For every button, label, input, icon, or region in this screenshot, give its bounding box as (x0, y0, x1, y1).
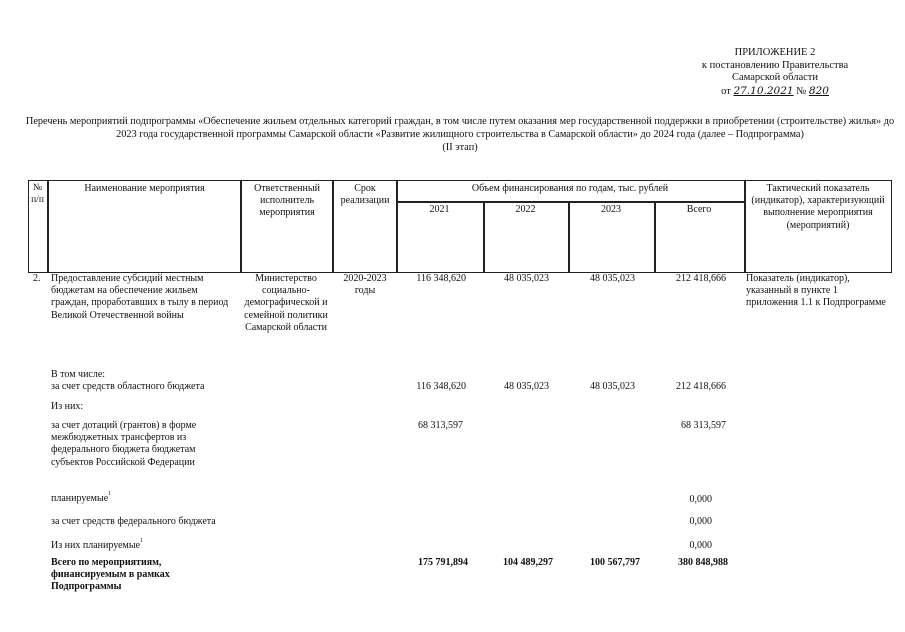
header-funding: Объем финансирования по годам, тыс. рублей (471, 183, 669, 194)
header-executor: Ответственный исполнитель мероприятия (254, 183, 320, 219)
header-year-2023: 2023 (601, 204, 621, 215)
planned2-label: Из них планируемые (51, 540, 141, 551)
regional-2022: 48 035,023 (504, 381, 549, 392)
including-label: В том числе: (51, 369, 106, 380)
date-prefix: от (721, 85, 731, 97)
regional-2023: 48 035,023 (590, 381, 635, 392)
row-name: Предоставление субсидий местным бюджетам на обеспечение жильем граждан, проработавших в тылу в период Великой Отечественной войны (51, 273, 229, 321)
grand-total-label: Всего по мероприятиям, финансируемым в рамках Подпрограммы (51, 557, 170, 593)
header-num: № п/п (31, 183, 44, 205)
header-indicator: Тактический показатель (индикатор), характеризующий выполнение мероприятия (мероприятий) (751, 183, 885, 231)
federal-total: 0,000 (689, 516, 712, 527)
planned2-total: 0,000 (689, 540, 712, 551)
row-value-total: 212 418,666 (676, 273, 726, 284)
approval-date-line (640, 85, 905, 99)
regional-total: 212 418,666 (676, 381, 726, 392)
planned2-footnote: 1 (140, 538, 144, 544)
row-num: 2. (33, 273, 41, 284)
heading-stage: (II этап) (442, 141, 478, 153)
grand-total-sum: 380 848,988 (678, 557, 728, 568)
number-value: 820 (808, 84, 829, 97)
row-indicator: Показатель (индикатор), указанный в пункте 1 приложения 1.1 к Подпрограмме (746, 273, 886, 309)
regional-2021: 116 348,620 (416, 381, 466, 392)
row-executor: Министерство социально-демографической и семейной политики Самарской области (244, 273, 328, 333)
planned-label: планируемые (51, 493, 109, 504)
planned2-row (51, 540, 237, 552)
row-term: 2020-2023 годы (343, 273, 387, 297)
date-value: 27.10.2021 (733, 84, 794, 97)
approval-line-2: к постановлению Правительства (701, 59, 849, 71)
row-value-2022: 48 035,023 (504, 273, 549, 284)
of-them-label: Из них: (51, 401, 84, 412)
planned-total: 0,000 (689, 494, 712, 505)
approval-line-3: Самарской области (732, 72, 818, 84)
number-prefix: № (796, 85, 807, 97)
grand-total-2021: 175 791,894 (418, 557, 468, 568)
grants-total: 68 313,597 (681, 420, 726, 431)
grand-total-2022: 104 489,297 (503, 557, 553, 568)
grants-label: за счет дотаций (грантов) в форме межбюджетных трансфертов из федерального бюджета бюджетам субъектов Российской Федерации (51, 420, 197, 468)
approval-block (640, 47, 905, 98)
header-year-2021: 2021 (429, 204, 450, 215)
row-value-2023: 48 035,023 (590, 273, 635, 284)
grand-total-2023: 100 567,797 (590, 557, 640, 568)
heading-text: Перечень мероприятий подпрограммы «Обеспечение жильем отдельных категорий граждан, в том числе путем оказания мер государственной поддержки в приобретении (строительстве) жилья» до 2023 года государственной программы Самарской области «Развитие жилищного строительства в Самарской области» до 2024 года (далее – Подпрограмма) (25, 116, 895, 140)
document-heading (20, 116, 900, 155)
regional-label: за счет средств областного бюджета (51, 381, 205, 392)
federal-label: за счет средств федерального бюджета (51, 516, 216, 527)
planned-footnote: 1 (108, 491, 112, 497)
approval-title: ПРИЛОЖЕНИЕ 2 (734, 47, 816, 58)
header-name: Наименование мероприятия (84, 183, 205, 194)
header-year-2022: 2022 (515, 204, 536, 215)
header-total: Всего (686, 204, 712, 215)
row-value-2021: 116 348,620 (416, 273, 466, 284)
header-term: Срок реализации (340, 183, 390, 207)
planned-row (51, 493, 237, 505)
grants-2021: 68 313,597 (418, 420, 463, 431)
